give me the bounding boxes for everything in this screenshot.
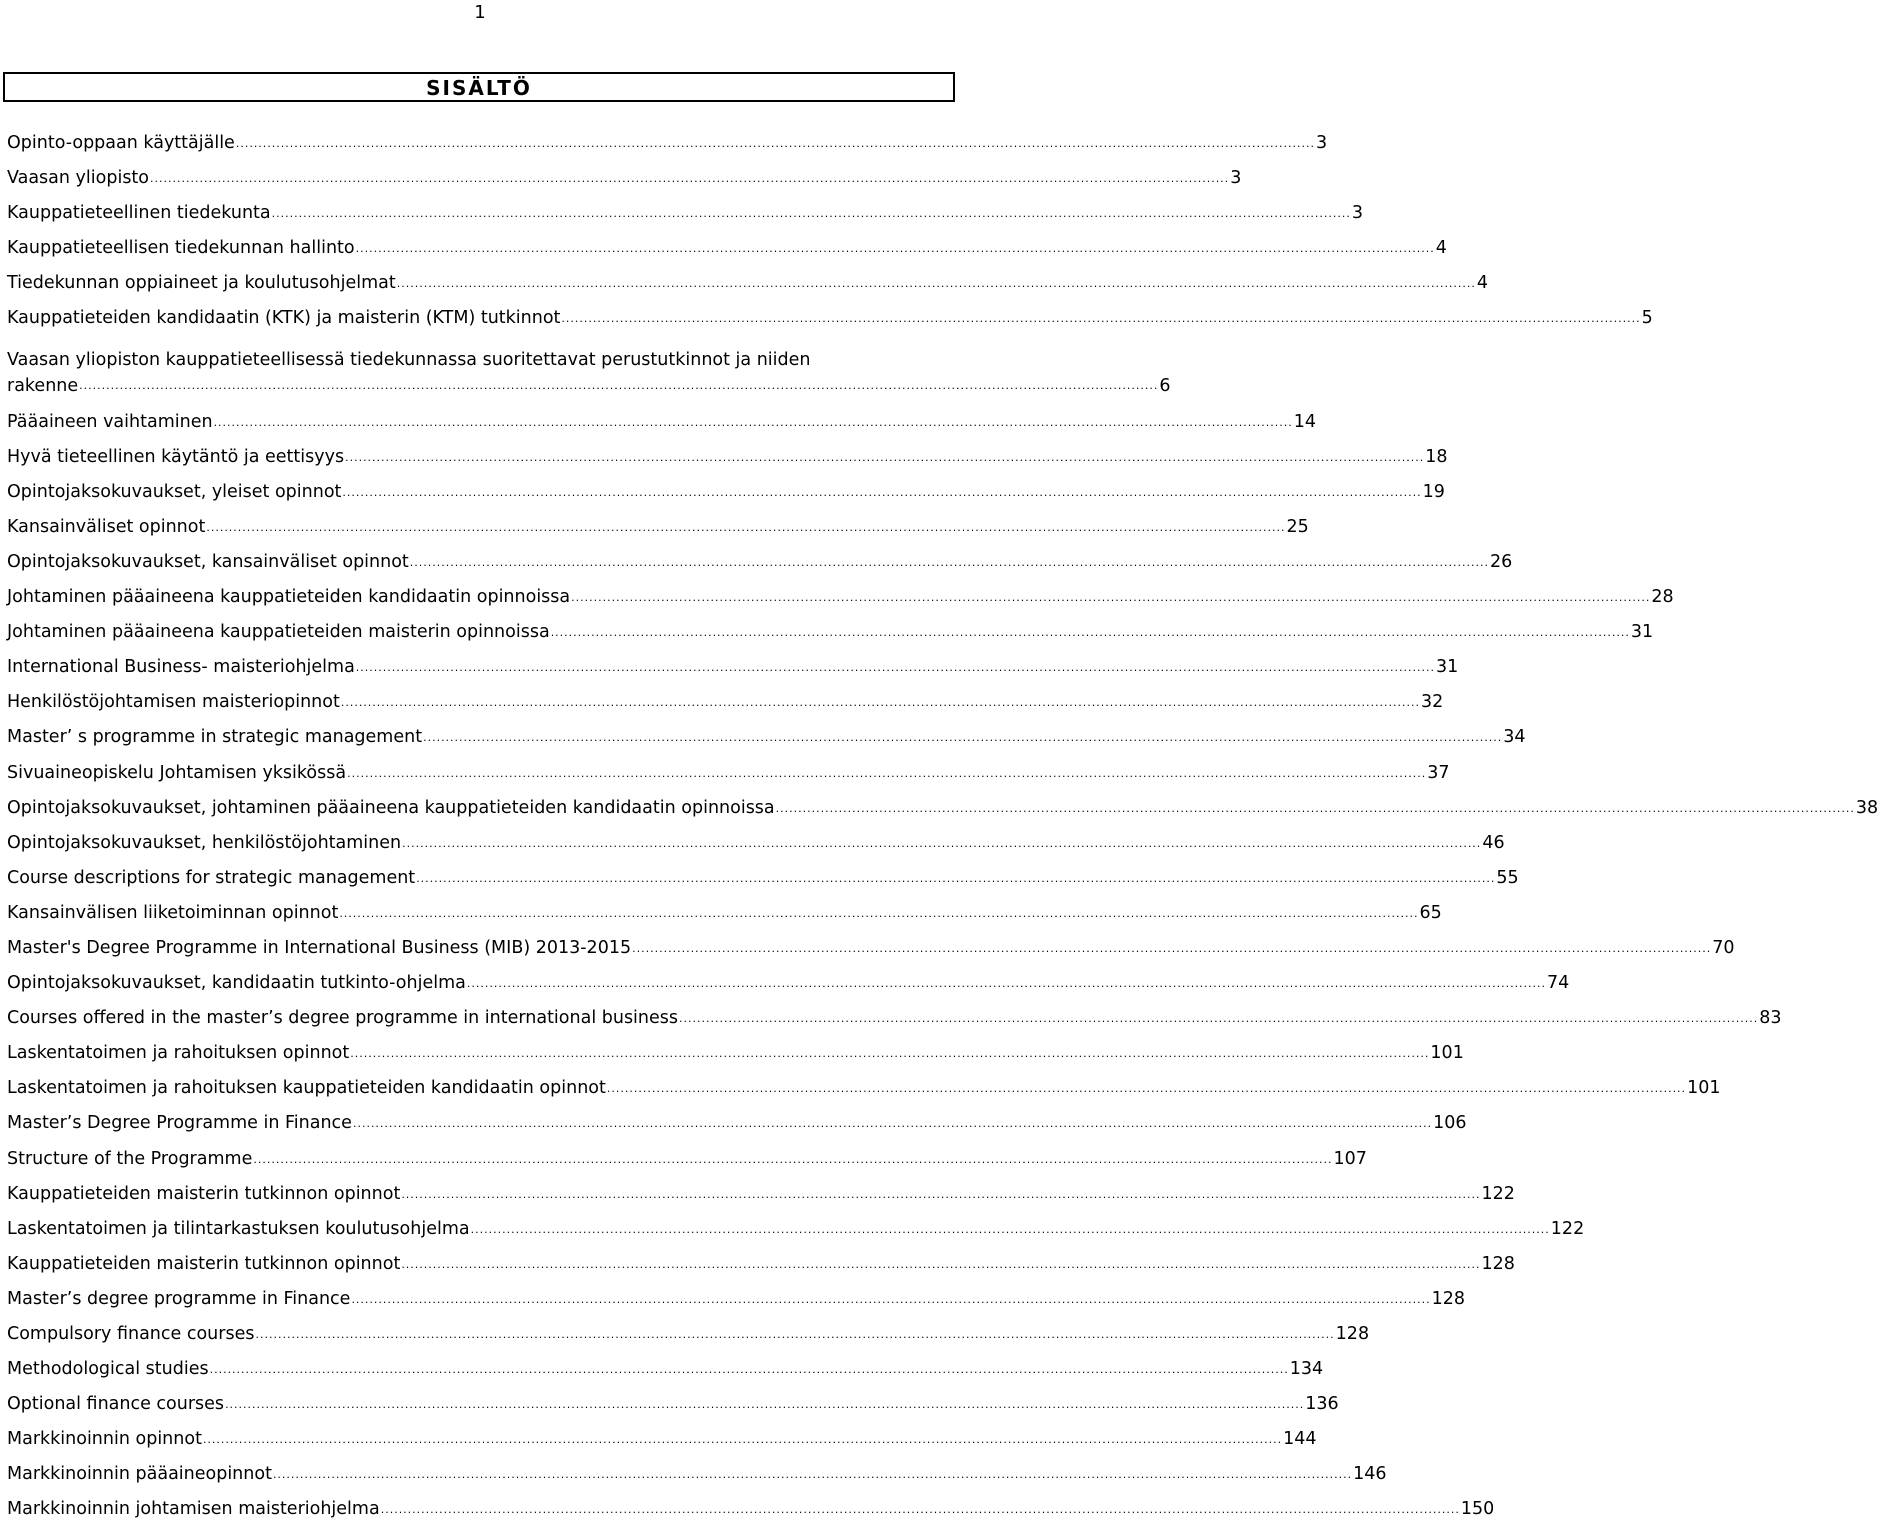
- toc-entry-text: Vaasan yliopisto: [7, 168, 149, 189]
- toc-leader-dots: ................................................................................................................................................................................................................................................: [380, 1503, 1460, 1517]
- toc-entry-text: Methodological studies: [7, 1359, 209, 1380]
- toc-entry[interactable]: [7, 1387, 1339, 1422]
- toc-leader-dots: ................................................................................................................................................................................................................................................: [209, 1363, 1289, 1377]
- toc-page-number: 14: [1293, 411, 1317, 432]
- toc-entry-text: Kauppatieteellisen tiedekunnan hallinto: [7, 238, 355, 259]
- toc-entry-text: Kauppatieteiden kandidaatin (KTK) ja maisterin (KTM) tutkinnot: [7, 308, 561, 329]
- toc-page-number: 32: [1421, 692, 1444, 713]
- toc-entry[interactable]: [7, 861, 1519, 896]
- toc-entry[interactable]: [7, 1352, 1324, 1387]
- toc-page-number: 146: [1353, 1464, 1387, 1485]
- toc-entry-text: Compulsory finance courses: [7, 1324, 255, 1344]
- toc-entry[interactable]: [7, 896, 1442, 931]
- toc-entry[interactable]: [7, 1282, 1466, 1317]
- toc-entry[interactable]: [7, 685, 1444, 720]
- toc-entry-text: Laskentatoimen ja rahoituksen kauppatieteiden kandidaatin opinnot: [7, 1078, 606, 1099]
- toc-leader-dots: ................................................................................................................................................................................................................................................: [255, 1328, 1335, 1341]
- toc-entry[interactable]: [7, 1492, 1495, 1527]
- toc-entry[interactable]: [7, 231, 1447, 266]
- toc-leader-dots: ................................................................................................................................................................................................................................................: [350, 1047, 1430, 1061]
- toc-entry[interactable]: [7, 126, 1328, 161]
- page-number: 1: [474, 2, 486, 23]
- toc-leader-dots: ................................................................................................................................................................................................................................................: [347, 766, 1427, 780]
- toc-entry-text: Structure of the Programme: [7, 1148, 253, 1169]
- toc-leader-dots: ................................................................................................................................................................................................................................................: [352, 1117, 1433, 1131]
- table-of-contents: [7, 126, 1878, 1528]
- toc-page-number: 83: [1759, 1008, 1782, 1029]
- toc-entry[interactable]: [7, 1142, 1367, 1177]
- toc-entry-text: Kansainvälisen liiketoiminnan opinnot: [7, 902, 339, 923]
- toc-page-number: 3: [1316, 133, 1328, 153]
- toc-page-number: 55: [1496, 867, 1519, 888]
- toc-page-number: 101: [1687, 1078, 1721, 1099]
- toc-entry-text: Course descriptions for strategic management: [7, 867, 416, 888]
- toc-page-number: 31: [1630, 622, 1654, 643]
- toc-leader-dots: ................................................................................................................................................................................................................................................: [775, 801, 1855, 815]
- toc-page-number: 4: [1435, 238, 1447, 259]
- toc-page-number: 6: [1159, 375, 1171, 396]
- toc-page-number: 46: [1482, 832, 1505, 853]
- toc-entry[interactable]: [7, 347, 1171, 405]
- toc-entry-text: Master’ s programme in strategic management: [7, 727, 423, 748]
- toc-entry-text: Kauppatieteellinen tiedekunta: [7, 203, 271, 224]
- toc-entry[interactable]: [7, 1247, 1515, 1282]
- toc-entry-text: Opintojaksokuvaukset, henkilöstöjohtaminen: [7, 832, 402, 853]
- toc-entry[interactable]: [7, 1317, 1370, 1352]
- toc-entry[interactable]: [7, 650, 1459, 685]
- toc-entry-text: Vaasan yliopiston kauppatieteellisessä tiedekunnassa suoritettavat perustutkinnot ja niiden: [7, 349, 811, 370]
- toc-entry-text: Opintojaksokuvaukset, yleiset opinnot: [7, 481, 342, 502]
- toc-entry[interactable]: [7, 301, 1653, 336]
- toc-page-number: 106: [1433, 1113, 1467, 1134]
- toc-page-number: 101: [1430, 1043, 1464, 1064]
- toc-leader-dots: ................................................................................................................................................................................................................................................: [409, 555, 1489, 569]
- toc-entry-text: rakenne: [7, 375, 79, 396]
- toc-title: SISÄLTÖ: [3, 72, 955, 102]
- toc-entry-text: Markkinoinnin opinnot: [7, 1429, 202, 1450]
- toc-page-number: 144: [1283, 1429, 1317, 1450]
- toc-leader-dots: ................................................................................................................................................................................................................................................: [339, 906, 1419, 920]
- toc-entry-text: Sivuaineopiskelu Johtamisen yksikössä: [7, 762, 347, 783]
- toc-entry-text: Johtaminen pääaineena kauppatieteiden kandidaatin opinnoissa: [7, 587, 571, 608]
- toc-page-number: 19: [1422, 481, 1445, 502]
- toc-entry-text: Kauppatieteiden maisterin tutkinnon opinnot: [7, 1253, 401, 1274]
- toc-leader-dots: ................................................................................................................................................................................................................................................: [416, 871, 1496, 885]
- toc-leader-dots: ................................................................................................................................................................................................................................................: [213, 415, 1293, 429]
- toc-leader-dots: ................................................................................................................................................................................................................................................: [272, 1468, 1353, 1482]
- toc-leader-dots: ................................................................................................................................................................................................................................................: [355, 242, 1435, 256]
- toc-leader-dots: ................................................................................................................................................................................................................................................: [402, 836, 1482, 850]
- toc-entry[interactable]: [7, 266, 1489, 301]
- toc-leader-dots: ................................................................................................................................................................................................................................................: [606, 1082, 1687, 1096]
- toc-entry[interactable]: [7, 615, 1654, 650]
- toc-page-number: 38: [1855, 797, 1878, 818]
- toc-entry[interactable]: [7, 826, 1505, 861]
- toc-leader-dots: ................................................................................................................................................................................................................................................: [342, 485, 1422, 499]
- toc-entry[interactable]: [7, 1106, 1467, 1141]
- toc-leader-dots: ................................................................................................................................................................................................................................................: [202, 1433, 1283, 1447]
- toc-page-number: 136: [1305, 1394, 1339, 1415]
- toc-leader-dots: ................................................................................................................................................................................................................................................: [253, 1152, 1333, 1166]
- toc-leader-dots: ................................................................................................................................................................................................................................................: [79, 378, 1159, 392]
- toc-leader-dots: ................................................................................................................................................................................................................................................: [466, 977, 1547, 991]
- toc-page-number: 5: [1641, 308, 1653, 329]
- toc-entry[interactable]: [7, 510, 1309, 545]
- toc-page-number: 107: [1333, 1148, 1367, 1169]
- toc-page-number: 31: [1435, 657, 1459, 678]
- toc-page-number: 122: [1550, 1218, 1585, 1239]
- toc-page-number: 4: [1476, 273, 1489, 294]
- toc-leader-dots: ................................................................................................................................................................................................................................................: [235, 137, 1316, 150]
- toc-entry[interactable]: [7, 161, 1242, 196]
- toc-page-number: 128: [1335, 1324, 1370, 1344]
- toc-entry-text: Kansainväliset opinnot: [7, 516, 206, 537]
- toc-leader-dots: ................................................................................................................................................................................................................................................: [470, 1222, 1550, 1236]
- toc-entry-text: Henkilöstöjohtamisen maisteriopinnot: [7, 692, 340, 713]
- toc-entry[interactable]: [7, 720, 1526, 755]
- toc-page-number: 128: [1481, 1253, 1515, 1274]
- toc-page-number: 122: [1481, 1183, 1515, 1204]
- toc-entry[interactable]: [7, 1457, 1387, 1492]
- toc-leader-dots: ................................................................................................................................................................................................................................................: [150, 172, 1230, 186]
- toc-entry-text: Opintojaksokuvaukset, kandidaatin tutkinto-ohjelma: [7, 973, 466, 994]
- toc-leader-dots: ................................................................................................................................................................................................................................................: [571, 591, 1651, 605]
- toc-page-number: 70: [1712, 937, 1735, 958]
- toc-entry[interactable]: [7, 1177, 1515, 1212]
- toc-entry-text: Markkinoinnin johtamisen maisteriohjelma: [7, 1499, 380, 1520]
- toc-page-number: 128: [1431, 1288, 1466, 1309]
- toc-page-number: 3: [1230, 168, 1242, 189]
- toc-page-number: 74: [1547, 973, 1570, 994]
- toc-page-number: 3: [1351, 203, 1363, 224]
- toc-entry-text: Hyvä tieteellinen käytäntö ja eettisyys: [7, 446, 345, 467]
- toc-entry[interactable]: [7, 475, 1445, 510]
- toc-page-number: 26: [1489, 551, 1513, 572]
- toc-entry[interactable]: [7, 791, 1878, 826]
- toc-leader-dots: ................................................................................................................................................................................................................................................: [396, 277, 1476, 291]
- toc-entry[interactable]: [7, 580, 1674, 615]
- toc-entry-text: Master’s Degree Programme in Finance: [7, 1113, 352, 1134]
- toc-leader-dots: ................................................................................................................................................................................................................................................: [423, 731, 1503, 745]
- toc-entry-text: Optional finance courses: [7, 1394, 225, 1415]
- toc-leader-dots: ................................................................................................................................................................................................................................................: [401, 1257, 1481, 1271]
- toc-page-number: 65: [1419, 902, 1442, 923]
- toc-entry[interactable]: [7, 1036, 1464, 1071]
- toc-leader-dots: ................................................................................................................................................................................................................................................: [345, 450, 1425, 464]
- toc-entry-text: International Business- maisteriohjelma: [7, 657, 355, 678]
- toc-leader-dots: ................................................................................................................................................................................................................................................: [340, 696, 1421, 710]
- toc-leader-dots: ................................................................................................................................................................................................................................................: [679, 1012, 1759, 1026]
- toc-entry[interactable]: [7, 1212, 1585, 1247]
- toc-entry-text: Markkinoinnin pääaineopinnot: [7, 1464, 272, 1485]
- toc-entry-text: Opinto-oppaan käyttäjälle: [7, 133, 235, 153]
- toc-page-number: 134: [1289, 1359, 1324, 1380]
- toc-entry[interactable]: [7, 405, 1317, 440]
- toc-entry-text: Laskentatoimen ja rahoituksen opinnot: [7, 1043, 350, 1064]
- toc-leader-dots: ................................................................................................................................................................................................................................................: [206, 520, 1286, 534]
- toc-page-number: 18: [1425, 446, 1448, 467]
- toc-entry[interactable]: [7, 1001, 1782, 1036]
- toc-entry-text: Laskentatoimen ja tilintarkastuksen koulutusohjelma: [7, 1218, 470, 1239]
- toc-leader-dots: ................................................................................................................................................................................................................................................: [561, 312, 1641, 326]
- toc-page-number: 150: [1460, 1499, 1495, 1520]
- toc-entry-text: Opintojaksokuvaukset, johtaminen pääaineena kauppatieteiden kandidaatin opinnoissa: [7, 797, 775, 818]
- toc-entry[interactable]: [7, 545, 1513, 580]
- toc-entry-text: Master’s degree programme in Finance: [7, 1288, 351, 1309]
- toc-entry-text: Courses offered in the master’s degree programme in international business: [7, 1008, 679, 1029]
- toc-leader-dots: ................................................................................................................................................................................................................................................: [355, 661, 1435, 675]
- toc-entry-text: Tiedekunnan oppiaineet ja koulutusohjelmat: [7, 273, 396, 294]
- toc-entry[interactable]: [7, 966, 1570, 1001]
- toc-entry[interactable]: [7, 756, 1450, 791]
- toc-leader-dots: ................................................................................................................................................................................................................................................: [401, 1187, 1481, 1201]
- toc-entry-text: Opintojaksokuvaukset, kansainväliset opinnot: [7, 551, 409, 572]
- toc-entry[interactable]: [7, 1422, 1317, 1457]
- toc-entry[interactable]: [7, 931, 1735, 966]
- toc-entry[interactable]: [7, 1071, 1721, 1106]
- toc-leader-dots: ................................................................................................................................................................................................................................................: [632, 941, 1712, 955]
- toc-entry-text: Pääaineen vaihtaminen: [7, 411, 213, 432]
- toc-entry-text: Kauppatieteiden maisterin tutkinnon opinnot: [7, 1183, 401, 1204]
- toc-page-number: 28: [1651, 587, 1674, 608]
- toc-page-number: 34: [1503, 727, 1526, 748]
- toc-leader-dots: ................................................................................................................................................................................................................................................: [351, 1292, 1431, 1306]
- toc-entry[interactable]: [7, 196, 1363, 231]
- toc-leader-dots: ................................................................................................................................................................................................................................................: [225, 1398, 1305, 1412]
- toc-entry-text: Johtaminen pääaineena kauppatieteiden maisterin opinnoissa: [7, 622, 550, 643]
- toc-page-number: 25: [1286, 516, 1309, 537]
- toc-entry[interactable]: [7, 440, 1448, 475]
- toc-leader-dots: ................................................................................................................................................................................................................................................: [550, 626, 1630, 640]
- toc-leader-dots: ................................................................................................................................................................................................................................................: [271, 207, 1351, 221]
- toc-page-number: 37: [1427, 762, 1450, 783]
- toc-entry-text: Master's Degree Programme in International Business (MIB) 2013-2015: [7, 937, 632, 958]
